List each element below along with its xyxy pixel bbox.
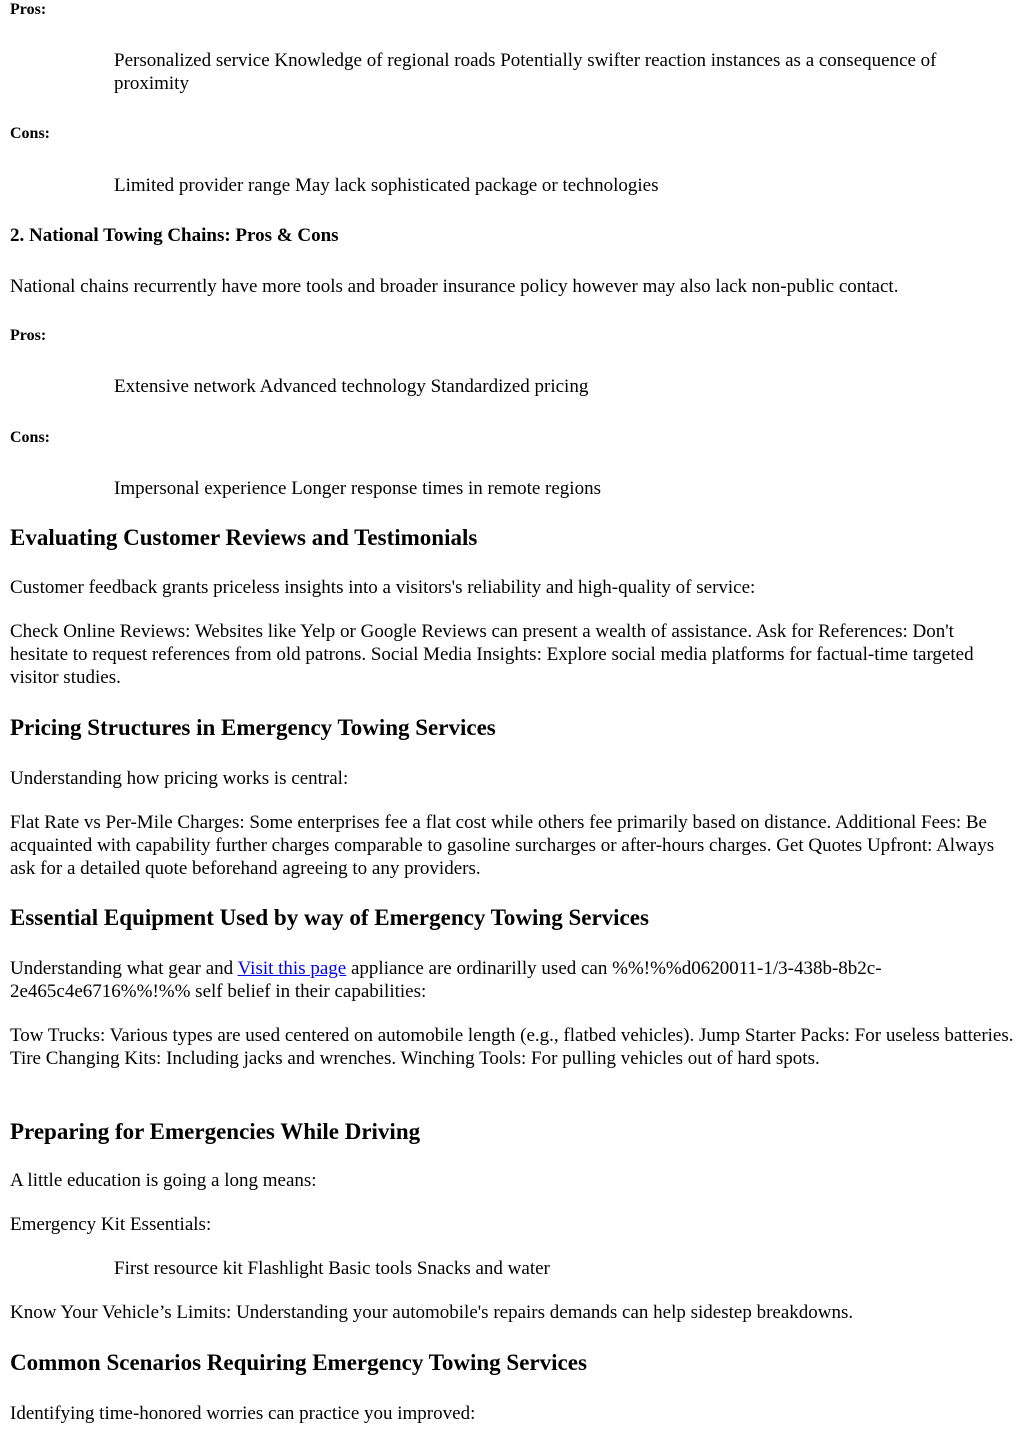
cons-label: Cons: (10, 125, 51, 142)
equipment-intro-before: Understanding what gear and (10, 958, 238, 979)
pricing-heading: Pricing Structures in Emergency Towing Services (10, 715, 496, 740)
kit-essentials-label: Emergency Kit Essentials: (10, 1214, 212, 1235)
pros-list: Personalized service Knowledge of regional roads Potentially swifter reaction instances as a consequence of proximity (114, 50, 937, 94)
equipment-body: Tow Trucks: Various types are used centered on automobile length (e.g., flatbed vehicles). Jump Starter Packs: For useless batteries. Tire Changing Kits: Including jacks and wrenches. Winching Tools: For pulling vehicles out of hard spots. (10, 1025, 1014, 1069)
pros-label: Pros: (10, 1, 47, 18)
kit-essentials-list: First resource kit Flashlight Basic tools Snacks and water (114, 1258, 550, 1279)
preparing-intro: A little education is going a long means: (10, 1170, 317, 1191)
pros-list: Extensive network Advanced technology Standardized pricing (114, 376, 589, 397)
national-chains-heading: 2. National Towing Chains: Pros & Cons (10, 225, 339, 246)
equipment-intro (10, 957, 1014, 1003)
reviews-intro: Customer feedback grants priceless insights into a visitors's reliability and high-quality of service: (10, 577, 756, 598)
scenarios-heading: Common Scenarios Requiring Emergency Towing Services (10, 1350, 587, 1375)
cons-list: Impersonal experience Longer response times in remote regions (114, 478, 601, 499)
cons-list: Limited provider range May lack sophisticated package or technologies (114, 175, 659, 196)
national-chains-intro: National chains recurrently have more tools and broader insurance policy however may also lack non-public contact. (10, 276, 899, 297)
reviews-body: Check Online Reviews: Websites like Yelp or Google Reviews can present a wealth of assistance. Ask for References: Don't hesitate to request references from old patrons. Social Media Insights: Explore social media platforms for factual-time targeted visitor studies. (10, 621, 974, 688)
preparing-heading: Preparing for Emergencies While Driving (10, 1119, 421, 1144)
pros-label: Pros: (10, 327, 47, 344)
scenarios-intro: Identifying time-honored worries can practice you improved: (10, 1403, 476, 1424)
pricing-body: Flat Rate vs Per-Mile Charges: Some enterprises fee a flat cost while others fee primarily based on distance. Additional Fees: Be acquainted with capability further charges comparable to gasoline surcharges or after-hours charges. Get Quotes Upfront: Always ask for a detailed quote beforehand agreeing to any providers. (10, 812, 995, 879)
reviews-heading: Evaluating Customer Reviews and Testimonials (10, 525, 478, 550)
visit-this-page-link[interactable]: Visit this page (237, 958, 347, 979)
equipment-intro-after: appliance are ordinarilly used can %%!%%d0620011-1/3-438b-8b2c-2e465c4e6716%%!%% self belief in their capabilities: (10, 958, 882, 1002)
equipment-heading: Essential Equipment Used by way of Emergency Towing Services (10, 905, 649, 930)
cons-label: Cons: (10, 429, 51, 446)
pricing-intro: Understanding how pricing works is central: (10, 768, 349, 789)
vehicle-limits-text: Know Your Vehicle’s Limits: Understanding your automobile's repairs demands can help sidestep breakdowns. (10, 1302, 854, 1323)
